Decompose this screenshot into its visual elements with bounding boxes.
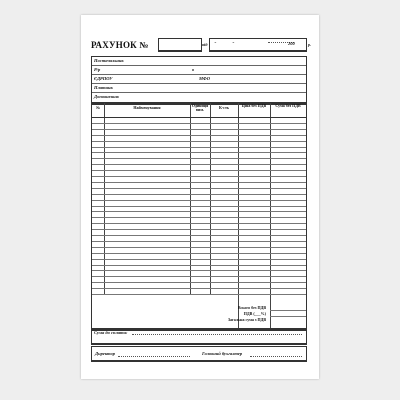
- payer-line[interactable]: [92, 92, 306, 93]
- table-row[interactable]: [92, 141, 306, 142]
- column-divider: [238, 103, 239, 329]
- invoice-date-field[interactable]: [209, 38, 307, 52]
- table-row[interactable]: [92, 170, 306, 171]
- date-year-suffix: р.: [308, 42, 311, 47]
- table-row[interactable]: [92, 158, 306, 159]
- invoice-title-text: РАХУНОК №: [91, 40, 149, 50]
- amount-due-label: Сума до сплати:: [94, 330, 128, 335]
- total-with-vat-label: Загальна сума з ПДВ: [227, 317, 266, 322]
- col-number-header: №: [95, 105, 101, 110]
- col-qty-header: К-сть: [218, 105, 230, 110]
- table-row[interactable]: [92, 235, 306, 236]
- table-row[interactable]: [92, 247, 306, 248]
- signatures-box: [91, 346, 307, 362]
- addition-label: Доповнення:: [94, 94, 120, 99]
- supplier-label: Постачальник: [94, 58, 124, 63]
- table-row[interactable]: [92, 176, 306, 177]
- table-row[interactable]: [92, 211, 306, 212]
- header-row-divider: [92, 117, 306, 118]
- director-signature-line[interactable]: [118, 356, 190, 357]
- table-row[interactable]: [92, 182, 306, 183]
- amount-due-line[interactable]: [132, 334, 302, 335]
- col-name-header: Найменування: [133, 105, 161, 110]
- table-row[interactable]: [92, 253, 306, 254]
- table-row[interactable]: [92, 265, 306, 266]
- date-quote-open: ": [214, 41, 217, 46]
- totals-row-divider: [270, 310, 306, 311]
- payer-label: Платник: [94, 85, 113, 90]
- header-fields-box: [91, 56, 307, 105]
- table-row[interactable]: [92, 152, 306, 153]
- supplier-line[interactable]: [92, 65, 306, 66]
- amount-due-box: [91, 328, 307, 345]
- table-row[interactable]: [92, 147, 306, 148]
- vat-label: ПДВ (___%): [243, 311, 266, 316]
- edrpou-line[interactable]: [92, 83, 306, 84]
- director-label: Директор: [95, 351, 115, 356]
- edrpou-label: ЄДРПОУ: [94, 76, 113, 81]
- accountant-label: Головний бухгалтер: [202, 351, 243, 356]
- table-row[interactable]: [92, 200, 306, 201]
- bank-label: в: [192, 67, 195, 72]
- invoice-sheet: [81, 15, 319, 379]
- accountant-signature-line[interactable]: [250, 356, 302, 357]
- table-row[interactable]: [92, 229, 306, 230]
- table-row[interactable]: [92, 164, 306, 165]
- table-row[interactable]: [92, 135, 306, 136]
- table-row[interactable]: [92, 217, 306, 218]
- totals-row-divider: [270, 316, 306, 317]
- total-without-vat-label: Всього без ПДВ: [237, 305, 266, 310]
- column-divider: [270, 103, 271, 329]
- items-table: [91, 102, 307, 331]
- account-label: Р/р: [94, 67, 101, 72]
- date-prefix: від: [202, 42, 208, 47]
- table-row[interactable]: [92, 194, 306, 195]
- col-unit-header: Одиниця вим.: [191, 103, 209, 113]
- date-year: 200: [288, 41, 295, 46]
- table-row[interactable]: [92, 270, 306, 271]
- table-row[interactable]: [92, 188, 306, 189]
- table-row[interactable]: [92, 223, 306, 224]
- table-row[interactable]: [92, 206, 306, 207]
- invoice-title: [91, 40, 149, 50]
- table-row[interactable]: [92, 241, 306, 242]
- table-row[interactable]: [92, 282, 306, 283]
- invoice-number-field[interactable]: [158, 38, 202, 52]
- mfo-label: МФО: [199, 76, 211, 81]
- table-row[interactable]: [92, 259, 306, 260]
- table-row[interactable]: [92, 288, 306, 289]
- table-row[interactable]: [92, 294, 306, 295]
- table-row[interactable]: [92, 129, 306, 130]
- account-line[interactable]: [92, 74, 306, 75]
- col-price-header: Ціна без ПДВ: [241, 103, 267, 108]
- table-row[interactable]: [92, 123, 306, 124]
- date-quote-close: ": [232, 41, 235, 46]
- col-sum-header: Сума без ПДВ: [275, 103, 301, 108]
- table-row[interactable]: [92, 276, 306, 277]
